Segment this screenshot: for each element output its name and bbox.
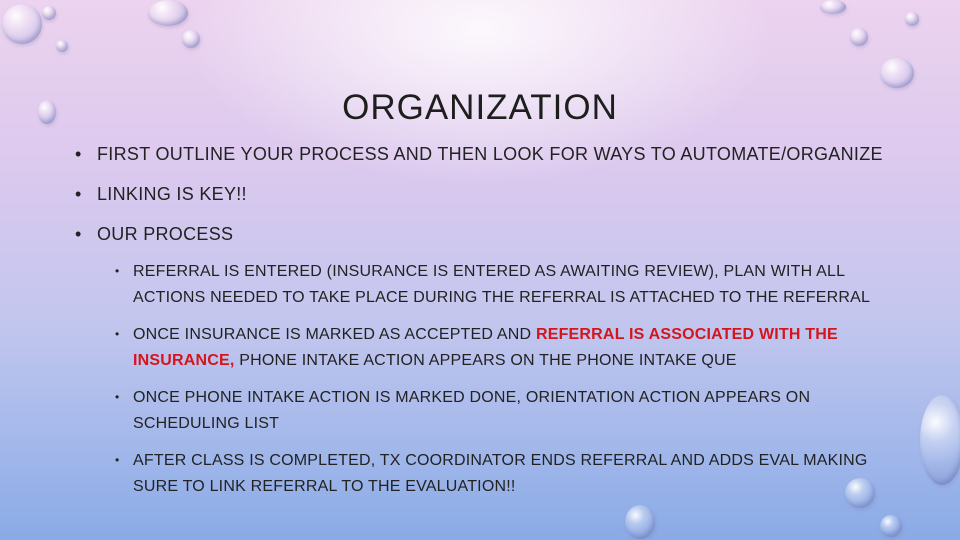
sub-bullet-item bbox=[115, 448, 895, 499]
bullet-list bbox=[75, 141, 895, 511]
water-drop-decoration bbox=[850, 28, 868, 46]
bullet-text: OUR PROCESS bbox=[97, 224, 234, 244]
bullet-dot: • bbox=[115, 390, 120, 404]
bullet-dot: • bbox=[75, 144, 82, 164]
sub-bullet-item bbox=[115, 322, 895, 373]
water-drop-decoration bbox=[2, 4, 42, 44]
bullet-text: LINKING IS KEY!! bbox=[97, 184, 247, 204]
water-drop-decoration bbox=[820, 0, 846, 14]
water-drop-decoration bbox=[880, 515, 902, 537]
bullet-dot: • bbox=[75, 224, 82, 244]
water-drop-decoration bbox=[42, 6, 56, 20]
water-drop-decoration bbox=[148, 0, 188, 26]
sub-bullet-text-after: PHONE INTAKE ACTION APPEARS ON THE PHONE INTAKE QUE bbox=[234, 351, 737, 369]
water-drop-decoration bbox=[905, 12, 919, 26]
sub-bullet-item bbox=[115, 385, 895, 436]
bullet-dot: • bbox=[115, 453, 120, 467]
water-drop-decoration bbox=[56, 40, 68, 52]
bullet-item bbox=[75, 221, 895, 247]
sub-bullet-item bbox=[115, 259, 895, 310]
bullet-dot: • bbox=[115, 264, 120, 278]
bullet-dot: • bbox=[75, 184, 82, 204]
slide-title: ORGANIZATION bbox=[342, 88, 618, 127]
sub-bullet-highlight: REFERRAL IS ASSOCIATED WITH THE INSURANCE, bbox=[133, 326, 838, 369]
sub-bullet-text-before: ONCE INSURANCE IS MARKED AS ACCEPTED AND bbox=[133, 326, 536, 343]
water-drop-decoration bbox=[182, 30, 200, 48]
bullet-text: FIRST OUTLINE YOUR PROCESS AND THEN LOOK FOR WAYS TO AUTOMATE/ORGANIZE bbox=[97, 144, 883, 164]
bullet-item bbox=[75, 141, 895, 167]
water-drop-decoration bbox=[880, 58, 914, 88]
bullet-item bbox=[75, 181, 895, 207]
sub-bullet-text: REFERRAL IS ENTERED (INSURANCE IS ENTERED AS AWAITING REVIEW), PLAN WITH ALL ACTIONS NEEDED TO TAKE PLACE DURING THE REFERRAL IS ATTACHED TO THE REFERRAL bbox=[133, 263, 871, 306]
water-drop-decoration bbox=[920, 395, 960, 485]
sub-bullet-list bbox=[115, 259, 895, 499]
sub-bullet-text: AFTER CLASS IS COMPLETED, TX COORDINATOR ENDS REFERRAL AND ADDS EVAL MAKING SURE TO LINK REFERRAL TO THE EVALUATION!! bbox=[133, 452, 868, 495]
bullet-dot: • bbox=[115, 327, 120, 341]
sub-bullet-text: ONCE PHONE INTAKE ACTION IS MARKED DONE, ORIENTATION ACTION APPEARS ON SCHEDULING LIST bbox=[133, 389, 811, 432]
